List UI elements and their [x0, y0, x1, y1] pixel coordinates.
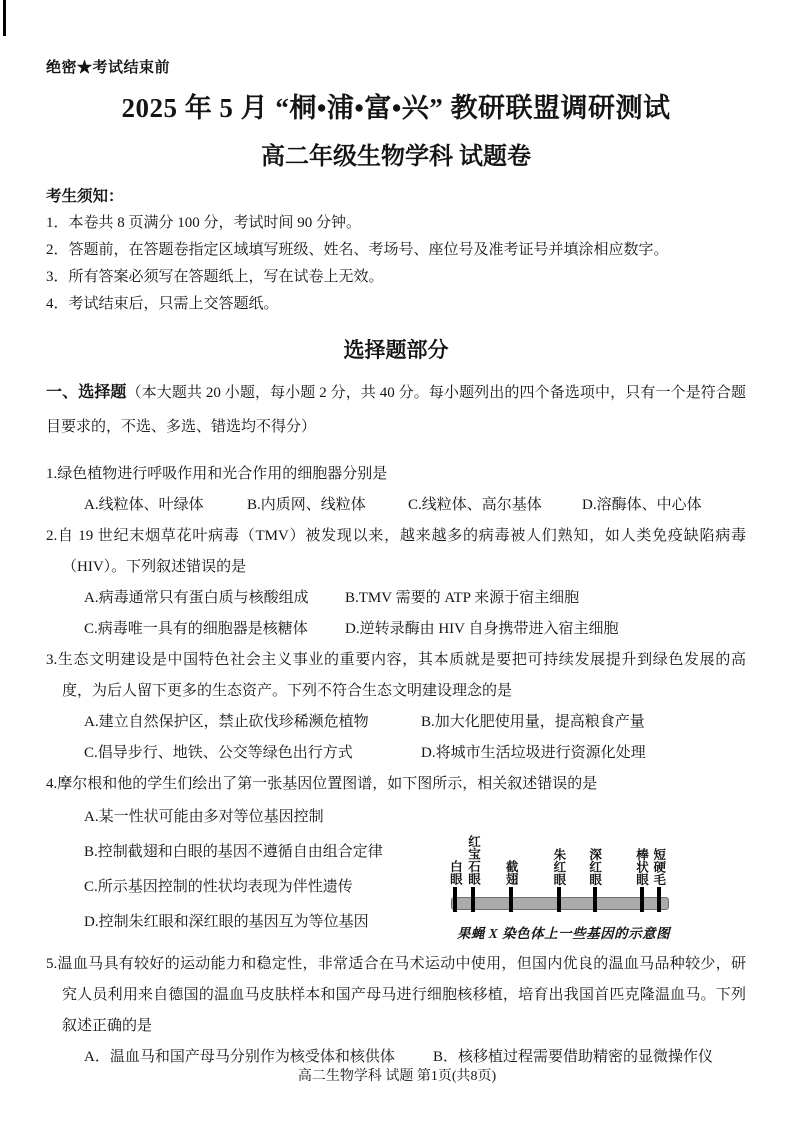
question-4-option-d: D.控制朱红眼和深红眼的基因互为等位基因: [84, 914, 369, 930]
gene-tick-1: [453, 887, 457, 912]
question-3-option-a: A.建立自然保护区，禁止砍伐珍稀濒危植物: [84, 714, 369, 730]
question-2-option-d: D.逆转录酶由 HIV 自身携带进入宿主细胞: [345, 621, 619, 637]
figure-caption: 果蝇 X 染色体上一些基因的示意图: [456, 926, 671, 941]
question-1-option-a: A.线粒体、叶绿体: [84, 497, 204, 513]
question-1-stem: 1.绿色植物进行呼吸作用和光合作用的细胞器分别是: [46, 466, 388, 482]
gene-label-white-eye: 白眼: [448, 860, 463, 885]
chromosome-diagram: [448, 820, 669, 914]
gene-label-vermilion-eye: 朱红眼: [551, 847, 566, 885]
notice-item-2: 2．答题前，在答题卷指定区域填写班级、姓名、考场号、座位号及准考证号并填涂相应数字。: [46, 242, 669, 258]
notice-item-3: 3．所有答案必须写在答题纸上，写在试卷上无效。: [46, 269, 384, 285]
question-2-stem: 2.自 19 世纪末烟草花叶病毒（TMV）被发现以来，越来越多的病毒被人们熟知，如人类免疫缺陷病毒（HIV）。下列叙述错误的是: [46, 528, 746, 575]
gene-label-garnet-eye: 深红眼: [587, 847, 602, 885]
question-5-option-b: B．核移植过程需要借助精密的显微操作仪: [433, 1049, 714, 1065]
question-3-options-row-1: [46, 707, 746, 738]
instruction-lead: 一、选择题: [46, 384, 127, 401]
question-5: [46, 949, 746, 1073]
classification-label: 绝密★考试结束前: [46, 60, 171, 76]
question-2-option-c: C.病毒唯一具有的细胞器是核糖体: [84, 621, 308, 637]
gene-label-short-bristle: 短硬毛: [651, 847, 666, 885]
gene-label-bar-eye: 棒状眼: [634, 847, 649, 885]
question-2: [46, 521, 746, 645]
notice-heading: 考生须知：: [46, 188, 124, 205]
question-3-option-d: D.将城市生活垃圾进行资源化处理: [421, 745, 646, 761]
question-4-body: [46, 800, 746, 949]
gene-tick-4: [557, 887, 561, 912]
question-1: [46, 459, 746, 521]
question-4-stem: 4.摩尔根和他的学生们绘出了第一张基因位置图谱，如下图所示，相关叙述错误的是: [46, 776, 598, 792]
exam-title: 2025 年 5 月 “桐•浦•富•兴” 教研联盟调研测试: [121, 93, 671, 123]
question-4: [46, 769, 746, 949]
question-3: [46, 645, 746, 769]
question-4-option-c: C.所示基因控制的性状均表现为伴性遗传: [84, 879, 353, 895]
gene-tick-3: [509, 887, 513, 912]
question-2-options-row-1: [46, 583, 746, 614]
question-1-option-d: D.溶酶体、中心体: [582, 497, 702, 513]
questions-area: [46, 459, 746, 1073]
page-footer: 高二生物学科 试题 第1页(共8页): [297, 1069, 497, 1084]
notice-section: [46, 184, 746, 318]
notice-item-1: 1．本卷共 8 页满分 100 分，考试时间 90 分钟。: [46, 215, 362, 231]
question-3-option-b: B.加大化肥使用量，提高粮食产量: [421, 714, 645, 730]
question-1-option-c: C.线粒体、高尔基体: [408, 497, 542, 513]
question-2-option-b: B.TMV 需要的 ATP 来源于宿主细胞: [345, 590, 580, 606]
question-1-option-b: B.内质网、线粒体: [247, 497, 366, 513]
notice-item-4: 4．考试结束后，只需上交答题纸。: [46, 296, 279, 312]
part-title: 选择题部分: [343, 338, 449, 362]
question-5-stem: 5.温血马具有较好的运动能力和稳定性，非常适合在马术运动中使用，但国内优良的温血马品种较少，研究人员利用来自德国的温血马皮肤样本和国产母马进行细胞核移植，培育出我国首匹克隆温血马。下列叙述正确的是: [46, 956, 746, 1034]
question-4-options: [46, 800, 451, 949]
question-4-option-b: B.控制截翅和白眼的基因不遵循自由组合定律: [84, 844, 383, 860]
question-2-options-row-2: [46, 614, 746, 645]
question-3-option-c: C.倡导步行、地铁、公交等绿色出行方式: [84, 745, 353, 761]
gene-tick-2: [471, 887, 475, 912]
question-3-options-row-2: [46, 738, 746, 769]
section-instruction: [46, 376, 746, 444]
instruction-body: （本大题共 20 小题，每小题 2 分，共 40 分。每小题列出的四个备选项中，只有一个是符合题目要求的，不选、多选、错选均不得分）: [46, 385, 746, 435]
question-3-stem: 3.生态文明建设是中国特色社会主义事业的重要内容，其本质就是要把可持续发展提升到绿色发展的高度，为后人留下更多的生态资产。下列不符合生态文明建设理念的是: [46, 652, 746, 699]
exam-subtitle: 高二年级生物学科 试题卷: [261, 144, 531, 170]
question-5-option-a: A．温血马和国产母马分别作为核受体和核供体: [84, 1049, 395, 1065]
question-4-option-a: A.某一性状可能由多对等位基因控制: [84, 809, 324, 825]
gene-tick-5: [593, 887, 597, 912]
gene-label-ruby-eye: 红宝石眼: [466, 835, 481, 885]
gene-map-figure: [448, 820, 691, 949]
question-1-options: [46, 490, 746, 521]
scan-artifact-line: [3, 0, 6, 36]
question-2-option-a: A.病毒通常只有蛋白质与核酸组成: [84, 590, 309, 606]
gene-label-cut-wing: 截翅: [504, 860, 519, 885]
gene-tick-7: [657, 887, 661, 912]
gene-tick-6: [640, 887, 644, 912]
